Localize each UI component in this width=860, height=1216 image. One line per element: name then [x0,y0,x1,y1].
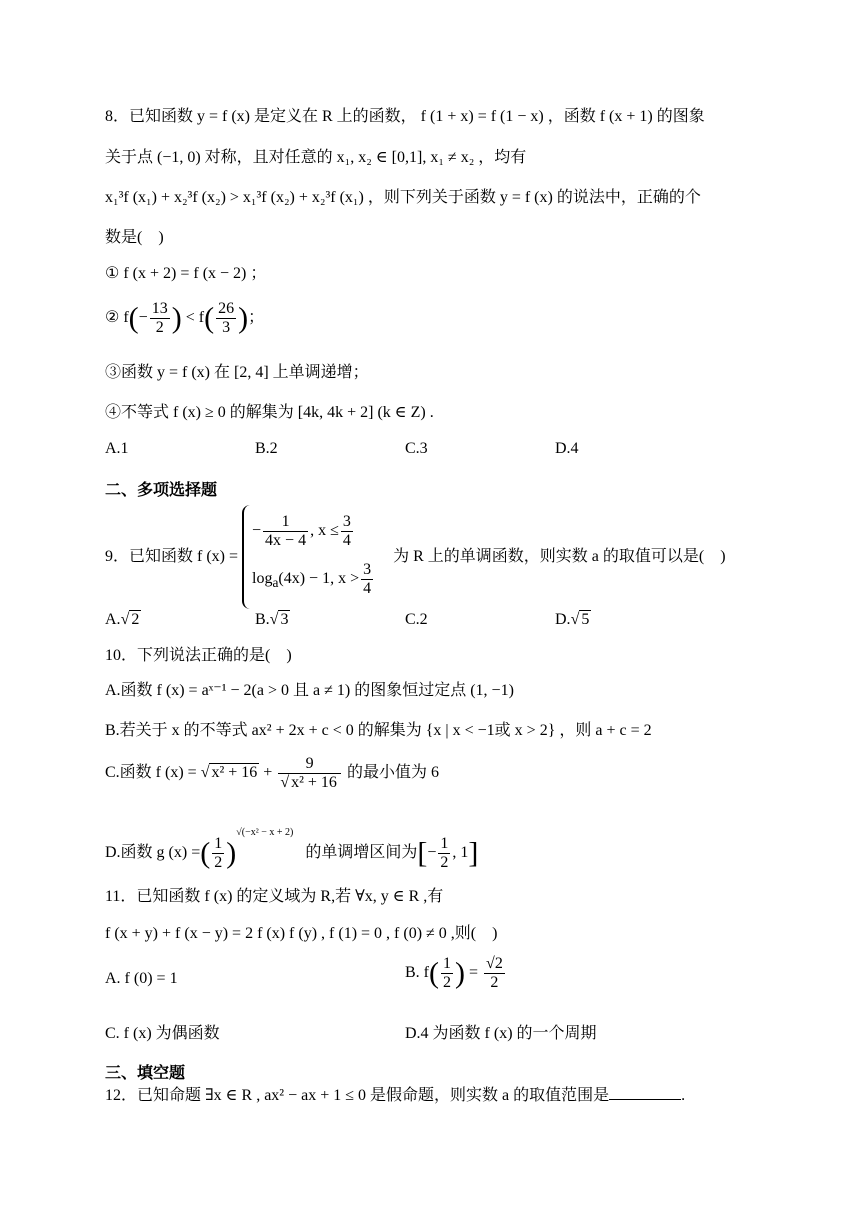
q8-option-c[interactable]: C.3 [405,440,428,457]
q9-suffix: 为 R 上的单调函数，则实数 a 的取值可以是( ) [393,548,726,566]
q10-option-d[interactable]: D.函数 g (x) =( $\frac{1}{2}$ )$^{√(-x^2 - x + 2)}$ 的单调增区间为[− $\frac{1}{2}$ , 1] [105,827,479,871]
q9-option-d[interactable]: D.√ 5 [555,611,590,628]
q12-answer-blank[interactable] [609,1099,681,1100]
q9-prefix: 9．已知函数 f (x) = [105,548,239,566]
q8-item2-suffix: ； [248,309,265,327]
q10-option-c[interactable]: C.函数 f (x) = √ x² + 16 + $\frac{9}{\text{√ x² + 16}}$ 的最小值为 6 [105,755,439,791]
q8-item2-prefix: ② f [105,309,129,327]
q8-option-b[interactable]: B.2 [255,440,278,457]
q9-stem [105,505,726,609]
q9-case-1: − $\frac{1}{4x - 4}$ , x ≤ $\frac{3}{4}$ [252,512,351,549]
q8-item1: ① f (x + 2) = f (x − 2) ； [105,265,267,282]
q11-line2: f (x + y) + f (x − y) = 2 f (x) f (y) , f (1) = 0 , f (0) ≠ 0 ,则( ) [105,925,498,942]
q11-option-d[interactable]: D.4 为函数 f (x) 的一个周期 [405,1025,597,1042]
q9-option-a[interactable]: A.√ 2 [105,611,140,628]
section-heading-fill-in: 三、填空题 [105,1063,186,1082]
q12-line: 12．已知命题 ∃x ∈ R , ax² − ax + 1 ≤ 0 是假命题，则实数 a 的取值范围是 . [105,1087,686,1104]
q11-option-c[interactable]: C. f (x) 为偶函数 [105,1025,220,1042]
q8-option-a[interactable]: A.1 [105,440,129,457]
q9-option-b[interactable]: B.√ 3 [255,611,289,628]
q11-option-a[interactable]: A. f (0) = 1 [105,970,178,987]
q8-line3: x₁³f (x₁) + x₂³f (x₂) > x₁³f (x₂) + x₂³f (x₁) ，则下列关于函数 y = f (x) 的说法中，正确的个 [105,189,701,206]
q8-item4: ④不等式 f (x) ≥ 0 的解集为 [4k, 4k + 2] (k ∈ Z) . [105,404,434,421]
q10-option-a[interactable]: A.函数 f (x) = aˣ⁻¹ − 2(a > 0 且 a ≠ 1) 的图象恒过定点 (1, −1) [105,682,514,699]
q10-option-b[interactable]: B.若关于 x 的不等式 ax² + 2x + c < 0 的解集为 {x | x < −1或 x > 2} ，则 a + c = 2 [105,722,652,739]
q11-option-b[interactable]: B. f( $\frac{1}{2}$ ) = $\frac{√2}{2}$ [405,955,503,991]
q11-line1: 11．已知函数 f (x) 的定义域为 R,若 ∀x, y ∈ R ,有 [105,888,444,905]
q8-item3: ③函数 y = f (x) 在 [2, 4] 上单调递增； [105,364,369,381]
q9-piecewise [242,505,375,609]
q8-line4: 数是( ) [105,229,164,246]
q10-stem: 10．下列说法正确的是( ) [105,647,292,664]
q8-option-d[interactable]: D.4 [555,440,579,457]
section-heading-multiple-choice: 二、多项选择题 [105,480,218,499]
q8-item2-frac-a: $\frac{13}{2}$ [151,300,168,336]
q8-item2-frac-b: $\frac{26}{3}$ [218,300,235,336]
q8-item2-mid: < f [185,309,205,327]
q8-line1: 8．已知函数 y = f (x) 是定义在 R 上的函数， f (1 + x) = f (1 − x) ，函数 f (x + 1) 的图象 [105,108,705,125]
q8-item2: ② f(− $\frac{13}{2}$ ) < f( $\frac{26}{3}$ )； [105,300,265,336]
q9-option-c[interactable]: C.2 [405,611,428,628]
q8-line2: 关于点 (−1, 0) 对称，且对任意的 x₁, x₂ ∈ [0,1], x₁ ≠ x₂ ，均有 [105,149,527,166]
q9-case-2: $\log_a(4x) - 1$, x > $\frac{3}{4}$ [252,560,372,597]
